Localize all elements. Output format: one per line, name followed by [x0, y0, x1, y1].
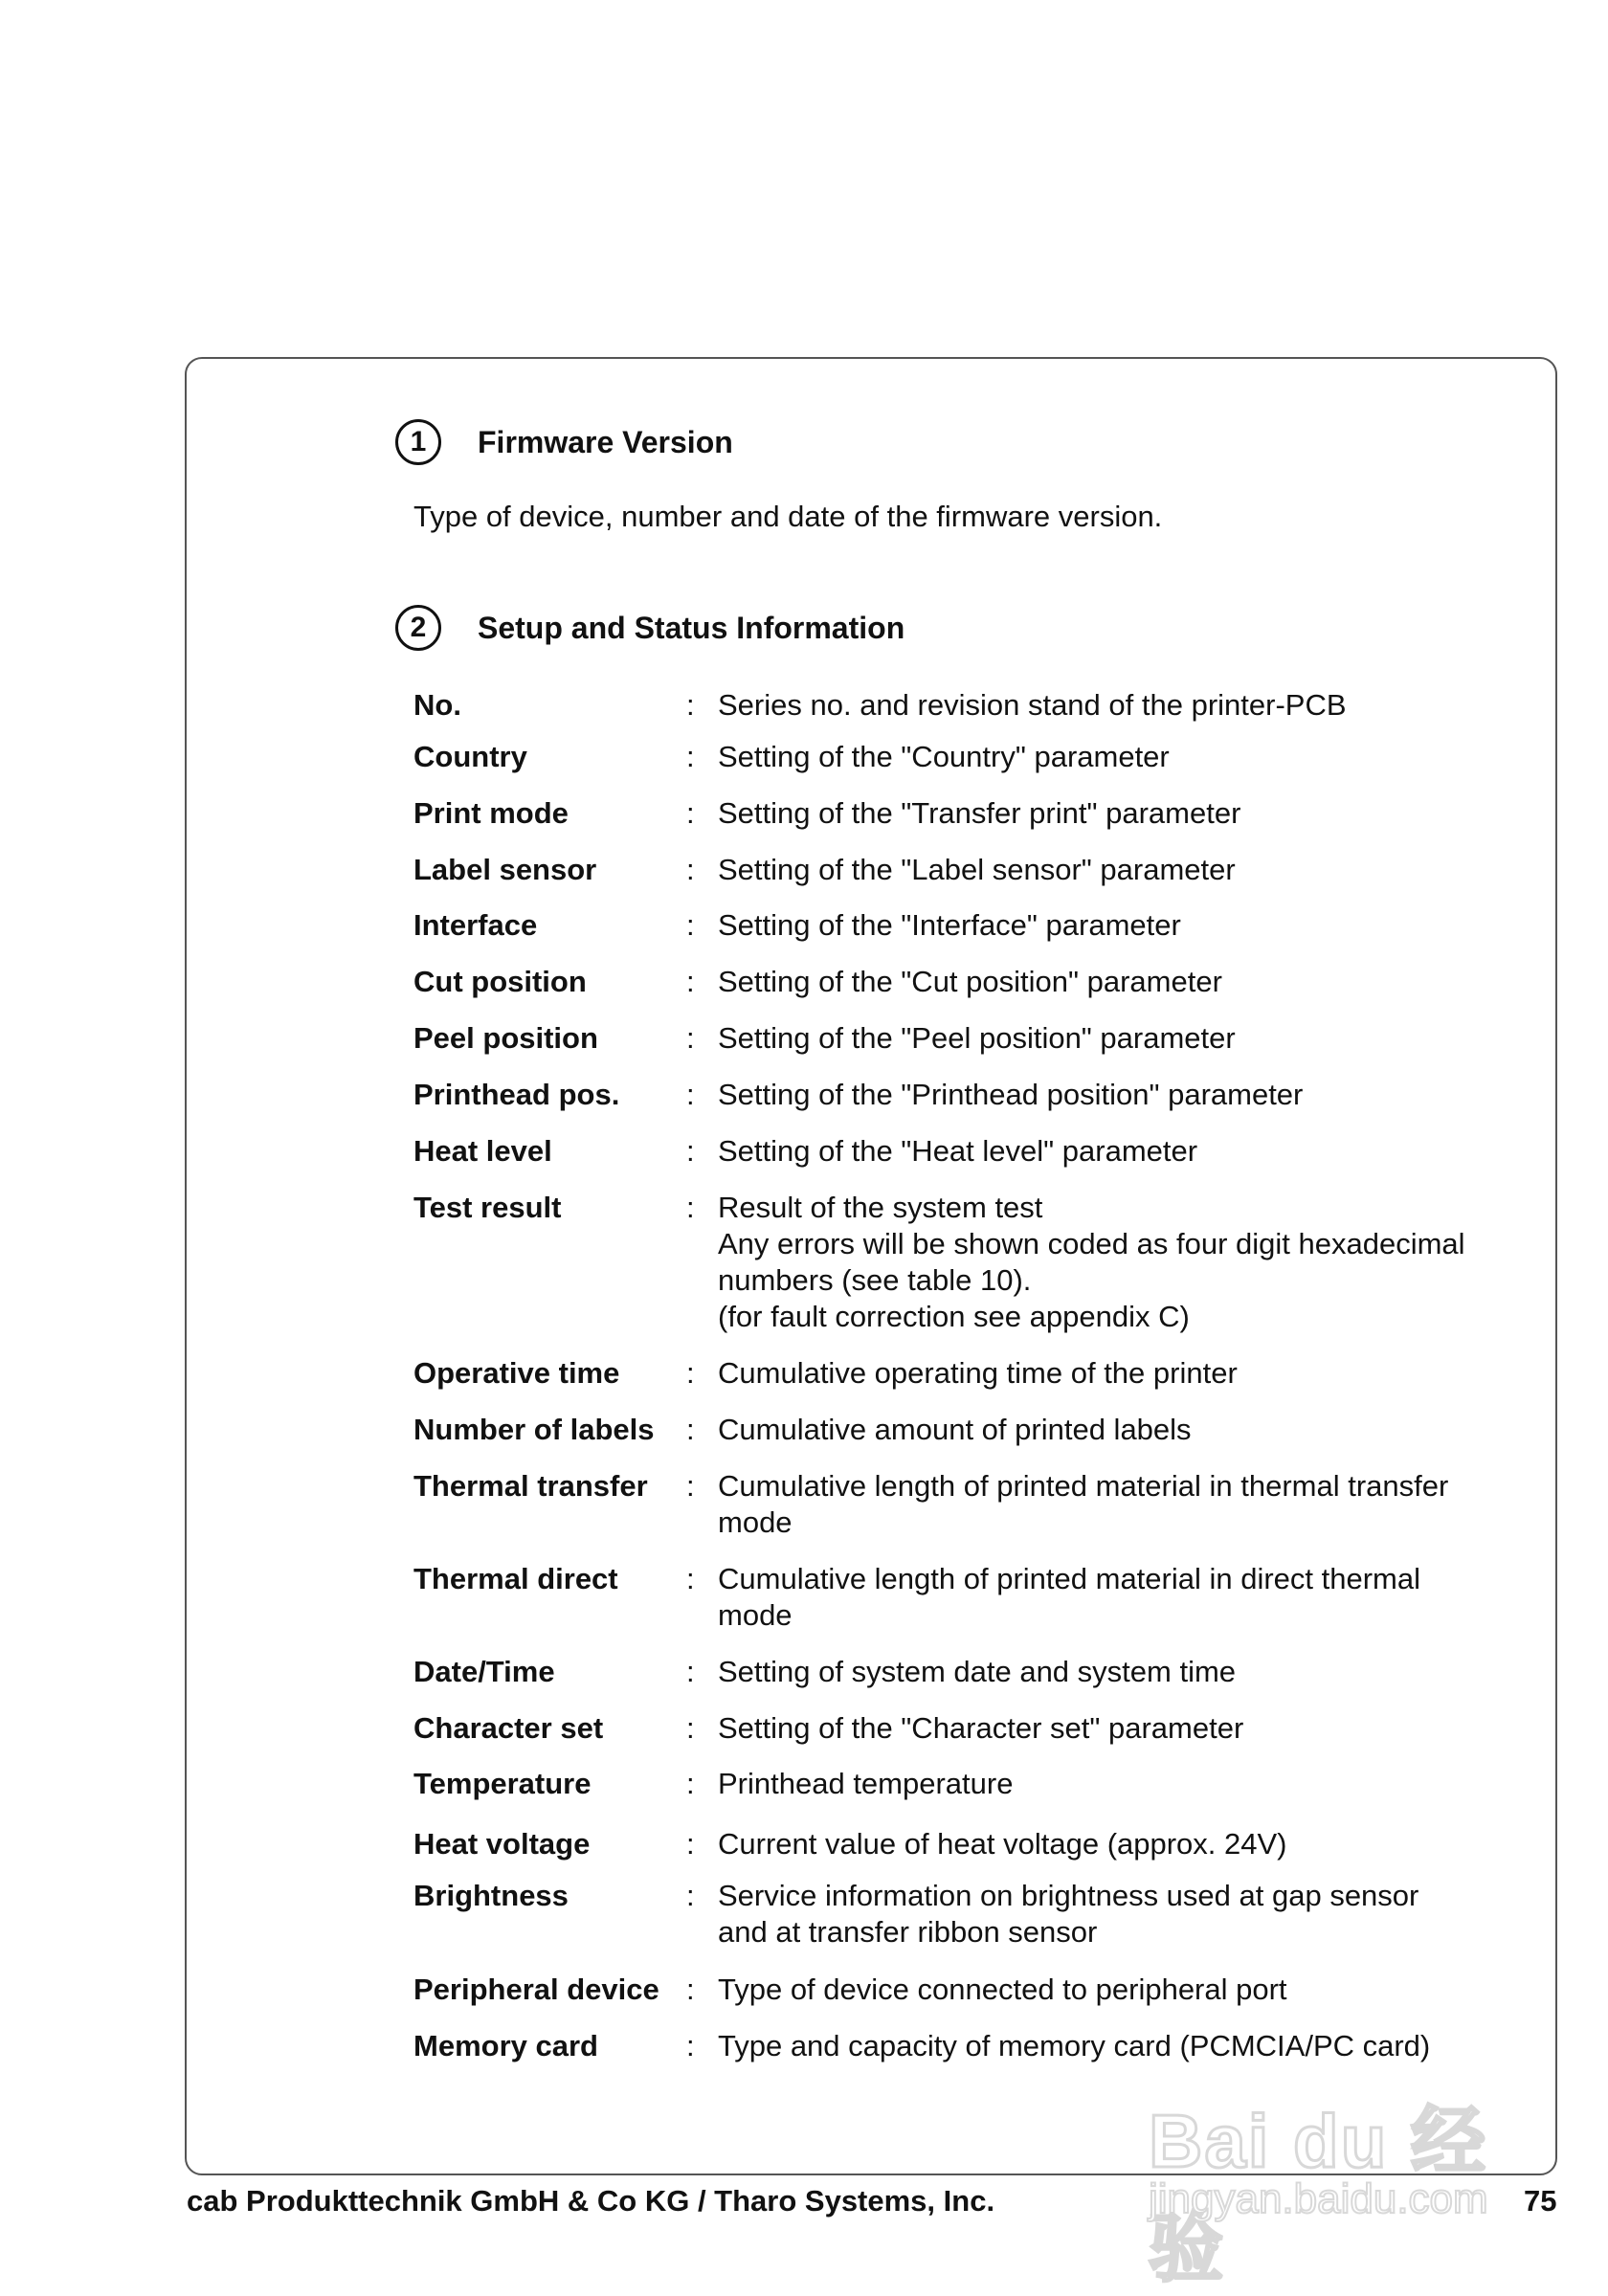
row-term: Printhead pos.: [413, 1078, 620, 1111]
row-colon: :: [686, 1562, 695, 1595]
section-firmware-heading: [395, 419, 733, 465]
row-description: [718, 795, 1512, 832]
description-line: numbers (see table 10).: [718, 1263, 1032, 1297]
row-term: Interface: [413, 908, 538, 942]
row-term: Peripheral device: [413, 1973, 659, 2006]
row-colon: :: [686, 853, 695, 886]
description-line: Current value of heat voltage (approx. 24V): [718, 1827, 1287, 1861]
row-term: Heat voltage: [413, 1827, 591, 1861]
description-line: Cumulative operating time of the printer: [718, 1356, 1238, 1390]
row-description: [718, 1972, 1512, 2008]
row-term: Character set: [413, 1711, 604, 1745]
description-line: Cumulative length of printed material in thermal transfer: [718, 1469, 1449, 1503]
row-term: Operative time: [413, 1356, 620, 1390]
row-colon: :: [686, 1078, 695, 1111]
row-term: Thermal transfer: [413, 1469, 648, 1503]
row-term: Number of labels: [413, 1413, 655, 1446]
row-description: [718, 907, 1512, 944]
description-line: Type and capacity of memory card (PCMCIA/PC card): [718, 2029, 1431, 2062]
watermark-url: jingyan.baidu.com: [1149, 2175, 1488, 2222]
row-colon: :: [686, 1021, 695, 1055]
row-description: [718, 1878, 1512, 1950]
description-line: (for fault correction see appendix C): [718, 1300, 1190, 1333]
row-colon: :: [686, 965, 695, 998]
row-colon: :: [686, 1191, 695, 1224]
description-line: Setting of the "Label sensor" parameter: [718, 853, 1236, 886]
row-colon: :: [686, 1879, 695, 1912]
description-line: Setting of the "Character set" parameter: [718, 1711, 1244, 1745]
row-term: Thermal direct: [413, 1562, 618, 1595]
row-colon: :: [686, 688, 695, 722]
footer-company: cab Produkttechnik GmbH & Co KG / Tharo Systems, Inc.: [187, 2184, 995, 2218]
firmware-description: Type of device, number and date of the firmware version.: [413, 500, 1163, 533]
description-line: Setting of the "Country" parameter: [718, 740, 1170, 773]
description-line: Setting of the "Peel position" parameter: [718, 1021, 1236, 1055]
row-term: Brightness: [413, 1879, 569, 1912]
description-line: Series no. and revision stand of the printer-PCB: [718, 688, 1347, 722]
section-number-badge: 1: [395, 419, 441, 465]
row-description: [718, 2028, 1512, 2064]
row-term: Cut position: [413, 965, 587, 998]
row-description: [718, 1355, 1512, 1392]
section-title: Firmware Version: [478, 424, 733, 459]
description-line: Cumulative amount of printed labels: [718, 1413, 1192, 1446]
description-line: Setting of the "Cut position" parameter: [718, 965, 1222, 998]
row-term: Print mode: [413, 796, 569, 830]
row-description: [718, 1020, 1512, 1057]
section-number-badge: 2: [395, 605, 441, 651]
row-term: Heat level: [413, 1134, 552, 1168]
row-description: [718, 1654, 1512, 1690]
row-term: Test result: [413, 1191, 562, 1224]
description-line: Setting of the "Heat level" parameter: [718, 1134, 1198, 1168]
row-term: Date/Time: [413, 1655, 555, 1688]
row-colon: :: [686, 1655, 695, 1688]
row-colon: :: [686, 1973, 695, 2006]
row-description: [718, 1766, 1512, 1802]
row-description: [718, 964, 1512, 1000]
baidu-watermark: [1149, 2082, 1512, 2290]
row-colon: :: [686, 1413, 695, 1446]
row-colon: :: [686, 796, 695, 830]
row-colon: :: [686, 2029, 695, 2062]
row-colon: :: [686, 1711, 695, 1745]
section-setup-heading: [395, 605, 904, 651]
row-colon: :: [686, 740, 695, 773]
page-number: 75: [1524, 2184, 1557, 2218]
row-colon: :: [686, 1767, 695, 1800]
row-description: [718, 1826, 1512, 1862]
row-colon: :: [686, 1134, 695, 1168]
row-term: Temperature: [413, 1767, 592, 1800]
row-description: [718, 687, 1512, 724]
row-term: Memory card: [413, 2029, 598, 2062]
description-line: and at transfer ribbon sensor: [718, 1915, 1098, 1949]
row-term: Peel position: [413, 1021, 598, 1055]
row-description: [718, 1468, 1512, 1541]
row-colon: :: [686, 1356, 695, 1390]
description-line: mode: [718, 1598, 793, 1632]
row-description: [718, 1133, 1512, 1170]
section-title: Setup and Status Information: [478, 610, 905, 645]
description-line: Service information on brightness used at gap sensor: [718, 1879, 1419, 1912]
description-line: Setting of the "Transfer print" parameter: [718, 796, 1241, 830]
row-description: [718, 1412, 1512, 1448]
description-line: Setting of the "Printhead position" parameter: [718, 1078, 1304, 1111]
description-line: Setting of system date and system time: [718, 1655, 1237, 1688]
description-line: Result of the system test: [718, 1191, 1043, 1224]
description-line: mode: [718, 1505, 793, 1539]
row-term: Country: [413, 740, 527, 773]
row-description: [718, 1077, 1512, 1113]
watermark-logo: Bai du 经验: [1149, 2099, 1488, 2290]
description-line: Setting of the "Interface" parameter: [718, 908, 1181, 942]
row-description: [718, 1710, 1512, 1747]
row-colon: :: [686, 908, 695, 942]
row-colon: :: [686, 1469, 695, 1503]
description-line: Cumulative length of printed material in direct thermal: [718, 1562, 1421, 1595]
row-description: [718, 1190, 1512, 1335]
row-term: No.: [413, 688, 461, 722]
description-line: Type of device connected to peripheral port: [718, 1973, 1287, 2006]
row-description: [718, 1561, 1512, 1634]
row-term: Label sensor: [413, 853, 597, 886]
description-line: Printhead temperature: [718, 1767, 1014, 1800]
row-description: [718, 739, 1512, 775]
description-line: Any errors will be shown coded as four digit hexadecimal: [718, 1227, 1465, 1260]
row-description: [718, 852, 1512, 888]
row-colon: :: [686, 1827, 695, 1861]
